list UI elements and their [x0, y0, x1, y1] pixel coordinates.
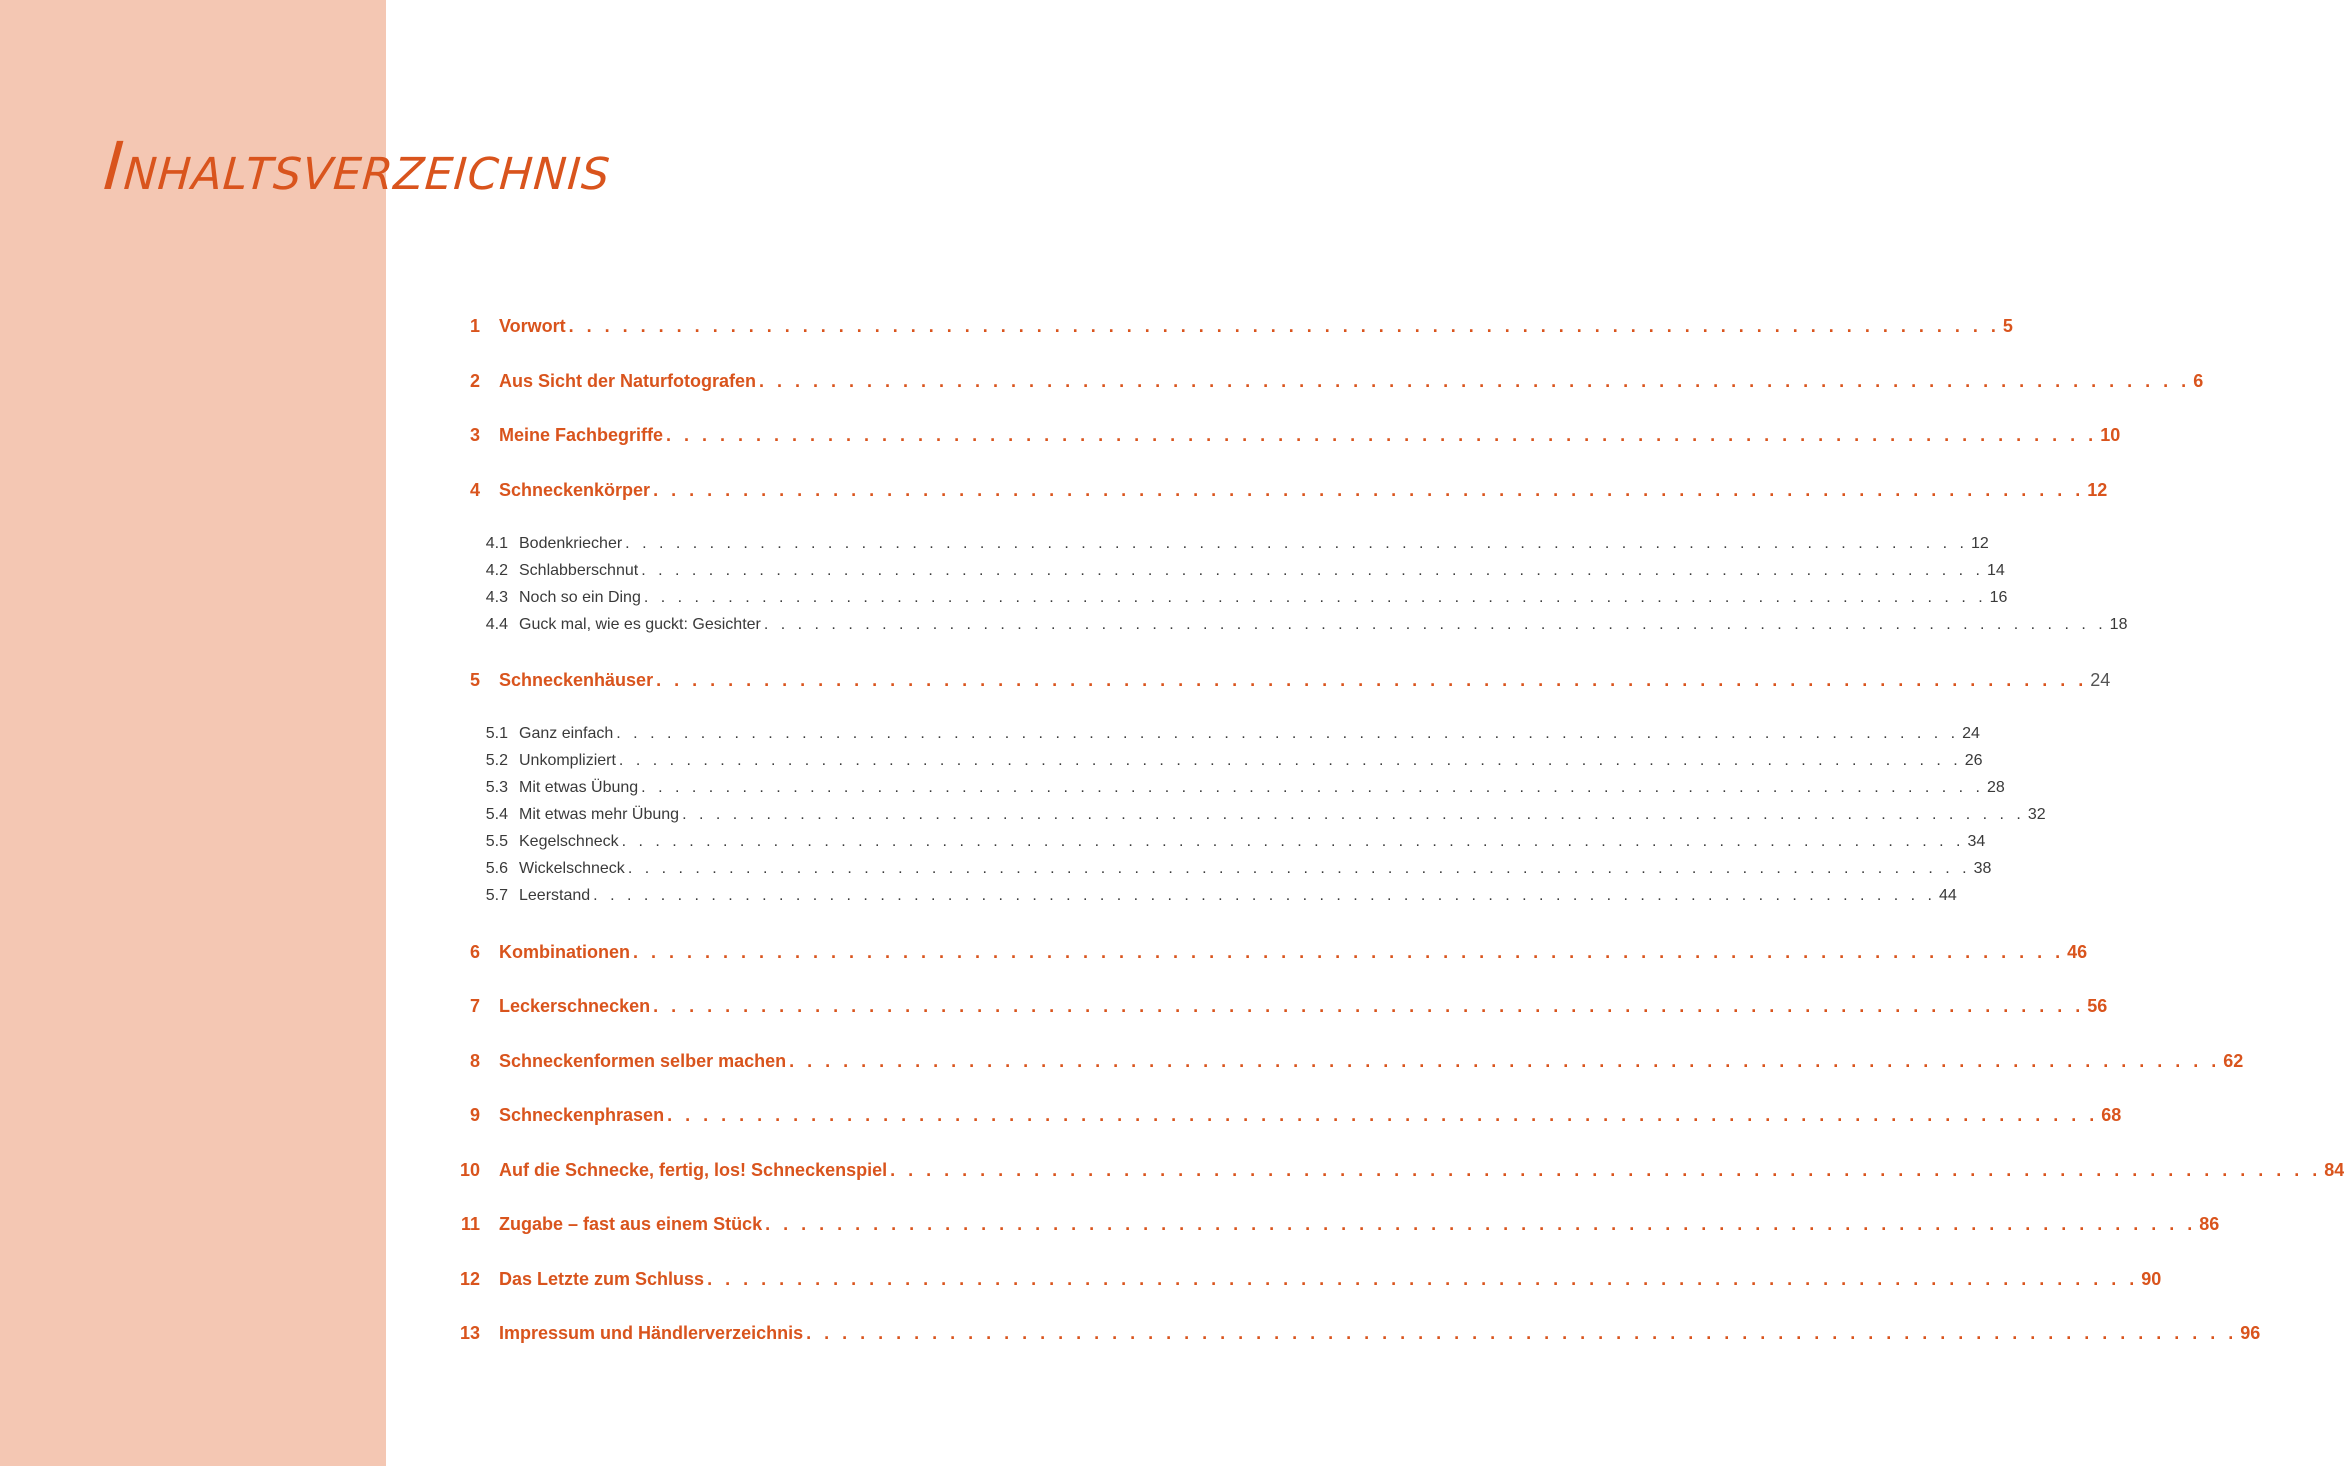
toc-entry-title: Zugabe – fast aus einem Stück	[499, 1214, 763, 1234]
toc-dot-leader: . . . . . . . . . . . . . . . . . . . . . . . . . . . . . . . . . . . . . . . . . . . . . . . . . . . . . . . . . . . . . . . . . . . . . . . . . . . . . . . .	[682, 806, 2025, 823]
toc-page-number: 44	[1938, 887, 1957, 904]
toc-dot-leader: . . . . . . . . . . . . . . . . . . . . . . . . . . . . . . . . . . . . . . . . . . . . . . . . . . . . . . . . . . . . . . . . . . . . . . . . . . . . . . . .	[641, 779, 1984, 796]
toc-entry-number: 5.1	[485, 725, 508, 742]
toc-dot-leader: . . . . . . . . . . . . . . . . . . . . . . . . . . . . . . . . . . . . . . . . . . . . . . . . . . . . . . . . . . . . . . . . . . . . . . . . . . . . . . . .	[618, 752, 1962, 769]
toc-page-number: 16	[1989, 589, 2008, 606]
toc-entry-number: 5	[469, 670, 480, 690]
toc-chapter-row[interactable]	[452, 1269, 2162, 1290]
toc-chapter-row[interactable]	[452, 670, 2111, 691]
toc-entry-title: Ganz einfach	[519, 725, 614, 742]
toc-entry-number: 12	[459, 1269, 480, 1289]
toc-dot-leader: . . . . . . . . . . . . . . . . . . . . . . . . . . . . . . . . . . . . . . . . . . . . . . . . . . . . . . . . . . . . . . . . . . . . . . . . . . . . . . . .	[707, 1269, 2139, 1289]
toc-entry-number: 4	[469, 480, 480, 500]
toc-dot-leader: . . . . . . . . . . . . . . . . . . . . . . . . . . . . . . . . . . . . . . . . . . . . . . . . . . . . . . . . . . . . . . . . . . . . . . . . . . . . . . . .	[667, 1105, 2099, 1125]
toc-section-row[interactable]	[470, 562, 2005, 580]
toc-entry-title: Schneckenkörper	[499, 480, 651, 500]
toc-entry-number: 5.7	[485, 887, 508, 904]
toc-entry-title: Leckerschnecken	[499, 996, 651, 1016]
toc-chapter-row[interactable]	[452, 1214, 2220, 1235]
toc-page-number: 26	[1964, 752, 1983, 769]
toc-entry-title: Impressum und Händlerverzeichnis	[499, 1323, 804, 1343]
toc-entry-number: 3	[469, 425, 480, 445]
toc-entry-title: Mit etwas Übung	[519, 779, 639, 796]
toc-page-number: 28	[1986, 779, 2005, 796]
toc-page-number: 90	[2141, 1269, 2162, 1289]
toc-entry-number: 5.5	[485, 833, 508, 850]
toc-entry-title: Meine Fachbegriffe	[499, 425, 664, 445]
toc-dot-leader: . . . . . . . . . . . . . . . . . . . . . . . . . . . . . . . . . . . . . . . . . . . . . . . . . . . . . . . . . . . . . . . . . . . . . . . . . . . . . . . .	[643, 589, 1987, 606]
toc-entry-title: Schneckenhäuser	[499, 670, 654, 690]
toc-entry-title: Kegelschneck	[519, 833, 619, 850]
toc-entry-title: Noch so ein Ding	[519, 589, 641, 606]
toc-entry-title: Leerstand	[519, 887, 591, 904]
toc-section-row[interactable]	[470, 589, 2008, 607]
toc-chapter-row[interactable]	[452, 1160, 2344, 1181]
page-title-rest: NHALTSVERZEICHNIS	[122, 149, 613, 200]
toc-dot-leader: . . . . . . . . . . . . . . . . . . . . . . . . . . . . . . . . . . . . . . . . . . . . . . . . . . . . . . . . . . . . . . . . . . . . . . . . . . . . . . . .	[789, 1051, 2221, 1071]
toc-page-number: 84	[2324, 1160, 2344, 1180]
toc-page-number: 24	[2090, 670, 2111, 690]
toc-page-number: 68	[2101, 1105, 2122, 1125]
toc-entry-number: 7	[469, 996, 480, 1016]
toc-entry-title: Das Letzte zum Schluss	[499, 1269, 705, 1289]
toc-entry-title: Bodenkriecher	[519, 535, 623, 552]
toc-dot-leader: . . . . . . . . . . . . . . . . . . . . . . . . . . . . . . . . . . . . . . . . . . . . . . . . . . . . . . . . . . . . . . . . . . . . . . . . . . . . . . . .	[568, 316, 2000, 336]
toc-entry-title: Unkompliziert	[519, 752, 616, 769]
toc-entry-number: 9	[469, 1105, 480, 1125]
toc-dot-leader: . . . . . . . . . . . . . . . . . . . . . . . . . . . . . . . . . . . . . . . . . . . . . . . . . . . . . . . . . . . . . . . . . . . . . . . . . . . . . . . .	[759, 371, 2191, 391]
toc-dot-leader: . . . . . . . . . . . . . . . . . . . . . . . . . . . . . . . . . . . . . . . . . . . . . . . . . . . . . . . . . . . . . . . . . . . . . . . . . . . . . . . .	[890, 1160, 2322, 1180]
toc-chapter-row[interactable]	[452, 942, 2088, 963]
toc-section-row[interactable]	[470, 616, 2128, 634]
toc-dot-leader: . . . . . . . . . . . . . . . . . . . . . . . . . . . . . . . . . . . . . . . . . . . . . . . . . . . . . . . . . . . . . . . . . . . . . . . . . . . . . . . .	[633, 942, 2065, 962]
toc-page-number: 10	[2100, 425, 2121, 445]
toc-dot-leader: . . . . . . . . . . . . . . . . . . . . . . . . . . . . . . . . . . . . . . . . . . . . . . . . . . . . . . . . . . . . . . . . . . . . . . . . . . . . . . . .	[621, 833, 1965, 850]
toc-section-row[interactable]	[470, 779, 2005, 797]
toc-dot-leader: . . . . . . . . . . . . . . . . . . . . . . . . . . . . . . . . . . . . . . . . . . . . . . . . . . . . . . . . . . . . . . . . . . . . . . . . . . . . . . . .	[625, 535, 1968, 552]
toc-page-number: 46	[2067, 942, 2088, 962]
toc-dot-leader: . . . . . . . . . . . . . . . . . . . . . . . . . . . . . . . . . . . . . . . . . . . . . . . . . . . . . . . . . . . . . . . . . . . . . . . . . . . . . . . .	[656, 670, 2088, 690]
toc-entry-number: 4.1	[485, 535, 508, 552]
toc-page-number: 56	[2087, 996, 2108, 1016]
toc-section-row[interactable]	[470, 725, 1980, 743]
toc-entry-title: Schneckenformen selber machen	[499, 1051, 787, 1071]
toc-entry-title: Auf die Schnecke, fertig, los! Schneckenspiel	[499, 1160, 888, 1180]
toc-entry-number: 13	[459, 1323, 480, 1343]
toc-entry-title: Aus Sicht der Naturfotografen	[499, 371, 757, 391]
toc-entry-title: Kombinationen	[499, 942, 630, 962]
toc-section-row[interactable]	[470, 860, 1992, 878]
toc-entry-number: 6	[469, 942, 480, 962]
toc-page-number: 18	[2109, 616, 2128, 633]
toc-dot-leader: . . . . . . . . . . . . . . . . . . . . . . . . . . . . . . . . . . . . . . . . . . . . . . . . . . . . . . . . . . . . . . . . . . . . . . . . . . . . . . . .	[666, 425, 2098, 445]
toc-chapter-row[interactable]	[452, 1105, 2122, 1126]
toc-entry-title: Vorwort	[499, 316, 566, 336]
toc-page-number: 96	[2240, 1323, 2261, 1343]
toc-entry-number: 4.3	[485, 589, 508, 606]
toc-entry-number: 1	[469, 316, 480, 336]
toc-chapter-row[interactable]	[452, 316, 2013, 337]
toc-chapter-row[interactable]	[452, 425, 2121, 446]
page-title-initial: I	[101, 128, 128, 205]
toc-dot-leader: . . . . . . . . . . . . . . . . . . . . . . . . . . . . . . . . . . . . . . . . . . . . . . . . . . . . . . . . . . . . . . . . . . . . . . . . . . . . . . . .	[641, 562, 1984, 579]
toc-section-row[interactable]	[470, 833, 1986, 851]
toc-dot-leader: . . . . . . . . . . . . . . . . . . . . . . . . . . . . . . . . . . . . . . . . . . . . . . . . . . . . . . . . . . . . . . . . . . . . . . . . . . . . . . . .	[653, 480, 2085, 500]
toc-entry-number: 5.2	[485, 752, 508, 769]
toc-chapter-row[interactable]	[452, 1323, 2261, 1344]
toc-entry-title: Schneckenphrasen	[499, 1105, 665, 1125]
toc-page-number: 62	[2223, 1051, 2244, 1071]
toc-page-number: 24	[1962, 725, 1980, 742]
toc-page-number: 32	[2027, 806, 2046, 823]
toc-chapter-row[interactable]	[452, 371, 2204, 392]
toc-entry-number: 4.4	[485, 616, 508, 633]
toc-dot-leader: . . . . . . . . . . . . . . . . . . . . . . . . . . . . . . . . . . . . . . . . . . . . . . . . . . . . . . . . . . . . . . . . . . . . . . . . . . . . . . . .	[763, 616, 2107, 633]
toc-page-number: 6	[2193, 371, 2204, 391]
toc-section-row[interactable]	[470, 752, 1983, 770]
toc-entry-number: 8	[469, 1051, 480, 1071]
toc-section-row[interactable]	[470, 887, 1957, 905]
toc-dot-leader: . . . . . . . . . . . . . . . . . . . . . . . . . . . . . . . . . . . . . . . . . . . . . . . . . . . . . . . . . . . . . . . . . . . . . . . . . . . . . . . .	[627, 860, 1971, 877]
toc-chapter-row[interactable]	[452, 996, 2108, 1017]
toc-entry-number: 10	[459, 1160, 480, 1180]
toc-dot-leader: . . . . . . . . . . . . . . . . . . . . . . . . . . . . . . . . . . . . . . . . . . . . . . . . . . . . . . . . . . . . . . . . . . . . . . . . . . . . . . . .	[765, 1214, 2197, 1234]
toc-page-number: 5	[2002, 316, 2013, 336]
toc-page-number: 86	[2199, 1214, 2220, 1234]
toc-entry-number: 4.2	[485, 562, 508, 579]
toc-page-number: 12	[1970, 535, 1989, 552]
toc-entry-title: Schlabberschnut	[519, 562, 639, 579]
toc-entry-number: 5.3	[485, 779, 508, 796]
toc-chapter-row[interactable]	[452, 480, 2108, 501]
toc-dot-leader: . . . . . . . . . . . . . . . . . . . . . . . . . . . . . . . . . . . . . . . . . . . . . . . . . . . . . . . . . . . . . . . . . . . . . . . . . . . . . . . .	[616, 725, 1960, 742]
toc-chapter-row[interactable]	[452, 1051, 2244, 1072]
toc-dot-leader: . . . . . . . . . . . . . . . . . . . . . . . . . . . . . . . . . . . . . . . . . . . . . . . . . . . . . . . . . . . . . . . . . . . . . . . . . . . . . . . .	[806, 1323, 2238, 1343]
toc-section-row[interactable]	[470, 535, 1989, 553]
toc-dot-leader: . . . . . . . . . . . . . . . . . . . . . . . . . . . . . . . . . . . . . . . . . . . . . . . . . . . . . . . . . . . . . . . . . . . . . . . . . . . . . . . .	[653, 996, 2085, 1016]
toc-entry-number: 11	[460, 1214, 480, 1234]
toc-entry-number: 2	[469, 371, 480, 391]
toc-entry-title: Wickelschneck	[519, 860, 625, 877]
toc-page-number: 34	[1967, 833, 1986, 850]
toc-page-number: 14	[1987, 562, 2005, 579]
toc-entry-number: 5.4	[485, 806, 508, 823]
toc-page-number: 12	[2087, 480, 2108, 500]
toc-entry-title: Guck mal, wie es guckt: Gesichter	[519, 616, 761, 633]
toc-entry-title: Mit etwas mehr Übung	[519, 806, 680, 823]
toc-entry-number: 5.6	[485, 860, 508, 877]
toc-dot-leader: . . . . . . . . . . . . . . . . . . . . . . . . . . . . . . . . . . . . . . . . . . . . . . . . . . . . . . . . . . . . . . . . . . . . . . . . . . . . . . . .	[593, 887, 1936, 904]
toc-section-row[interactable]	[470, 806, 2046, 824]
toc-page-number: 38	[1973, 860, 1992, 877]
